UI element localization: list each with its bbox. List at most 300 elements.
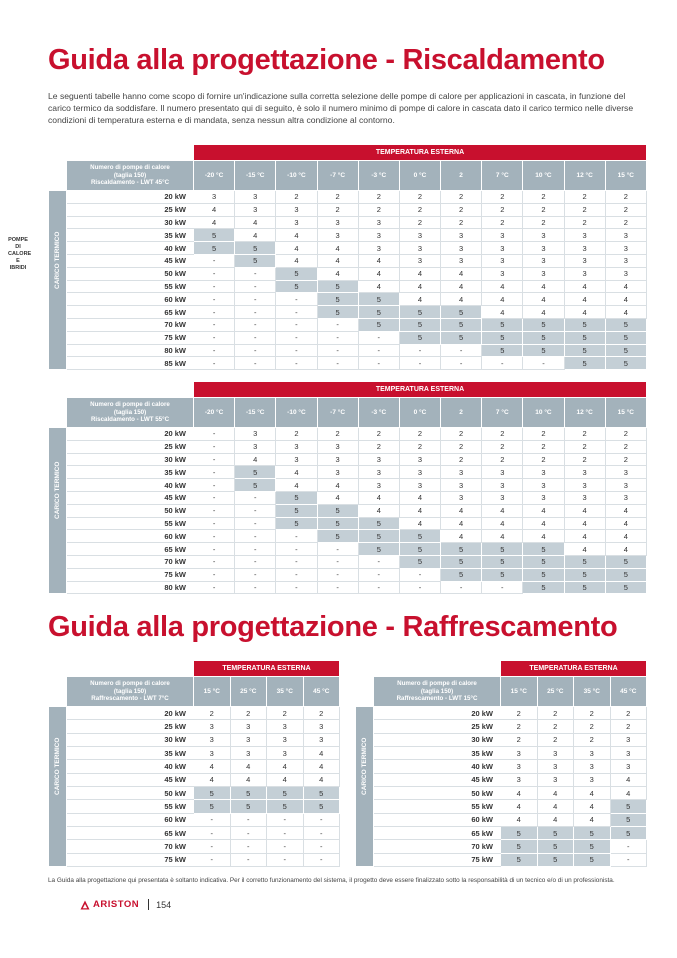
- load-cell: 35 kW: [67, 229, 194, 242]
- value-cell: 5: [276, 491, 317, 504]
- value-cell: 5: [303, 787, 340, 800]
- value-cell: 3: [501, 747, 538, 760]
- value-cell: 3: [317, 466, 358, 479]
- table-label: [374, 677, 501, 707]
- value-cell: -: [482, 357, 523, 370]
- table-row: [49, 344, 647, 357]
- load-cell: 75 kW: [67, 853, 194, 866]
- temperature-cell: 15 °C: [501, 677, 538, 707]
- table-label: [67, 398, 194, 428]
- temperature-cell: -7 °C: [317, 161, 358, 191]
- value-cell: 5: [276, 280, 317, 293]
- temperature-cell: 25 °C: [230, 677, 267, 707]
- value-cell: 4: [358, 504, 399, 517]
- temperature-cell: -20 °C: [194, 161, 235, 191]
- value-cell: 5: [303, 800, 340, 813]
- value-cell: -: [235, 267, 276, 280]
- value-cell: 2: [482, 203, 523, 216]
- value-cell: -: [303, 853, 340, 866]
- value-cell: 3: [235, 428, 276, 441]
- row-group-label: [49, 191, 67, 370]
- value-cell: 4: [482, 504, 523, 517]
- value-cell: 5: [605, 318, 646, 331]
- value-cell: 2: [523, 453, 564, 466]
- value-cell: 3: [523, 479, 564, 492]
- value-cell: 4: [523, 280, 564, 293]
- table-row: [49, 555, 647, 568]
- value-cell: 4: [276, 229, 317, 242]
- table-row: [49, 773, 340, 786]
- value-cell: -: [276, 331, 317, 344]
- load-cell: 25 kW: [67, 440, 194, 453]
- table-label-line: Raffrescamento - LWT 7°C: [91, 695, 169, 703]
- value-cell: 3: [605, 229, 646, 242]
- value-cell: 3: [358, 453, 399, 466]
- value-cell: 2: [399, 440, 440, 453]
- value-cell: 4: [194, 216, 235, 229]
- table-header-row: [49, 145, 647, 161]
- table-row: [356, 787, 647, 800]
- table-row: [49, 530, 647, 543]
- value-cell: -: [276, 357, 317, 370]
- value-cell: 4: [267, 773, 304, 786]
- load-cell: 50 kW: [67, 267, 194, 280]
- value-cell: 4: [358, 280, 399, 293]
- row-group-label: [49, 428, 67, 594]
- value-cell: 3: [399, 453, 440, 466]
- load-cell: 75 kW: [67, 568, 194, 581]
- value-cell: 4: [605, 306, 646, 319]
- value-cell: 2: [482, 216, 523, 229]
- value-cell: 5: [482, 331, 523, 344]
- value-cell: -: [303, 840, 340, 853]
- value-cell: 5: [276, 267, 317, 280]
- load-cell: 70 kW: [374, 840, 501, 853]
- temperature-row: [356, 677, 647, 707]
- value-cell: -: [276, 306, 317, 319]
- value-cell: 3: [399, 242, 440, 255]
- table-row: [356, 853, 647, 866]
- value-cell: 4: [235, 229, 276, 242]
- value-cell: 5: [523, 555, 564, 568]
- load-cell: 70 kW: [67, 840, 194, 853]
- table-row: [49, 543, 647, 556]
- temperature-header: TEMPERATURA ESTERNA: [194, 145, 647, 161]
- value-cell: 5: [605, 581, 646, 594]
- table-row: [356, 707, 647, 720]
- value-cell: 4: [399, 267, 440, 280]
- value-cell: 2: [564, 453, 605, 466]
- value-cell: 4: [441, 517, 482, 530]
- value-cell: 2: [482, 440, 523, 453]
- value-cell: -: [194, 254, 235, 267]
- value-cell: 2: [276, 191, 317, 204]
- table-row: [356, 747, 647, 760]
- table-row: [49, 787, 340, 800]
- value-cell: -: [194, 331, 235, 344]
- value-cell: 5: [317, 293, 358, 306]
- value-cell: 5: [230, 800, 267, 813]
- value-cell: -: [610, 840, 647, 853]
- value-cell: -: [317, 543, 358, 556]
- load-cell: 55 kW: [67, 517, 194, 530]
- table-label-line: Numero di pompe di calore: [90, 164, 170, 172]
- value-cell: 4: [317, 491, 358, 504]
- value-cell: 5: [523, 318, 564, 331]
- cooling-table-lwt7: [48, 660, 340, 867]
- value-cell: 5: [564, 568, 605, 581]
- value-cell: 4: [605, 280, 646, 293]
- temperature-cell: -20 °C: [194, 398, 235, 428]
- value-cell: 5: [235, 466, 276, 479]
- table-row: [49, 853, 340, 866]
- table-row: [49, 229, 647, 242]
- value-cell: -: [317, 357, 358, 370]
- value-cell: -: [276, 318, 317, 331]
- temperature-cell: -3 °C: [358, 398, 399, 428]
- value-cell: 4: [441, 293, 482, 306]
- brand-name: ARISTON: [93, 899, 140, 910]
- load-cell: 75 kW: [374, 853, 501, 866]
- value-cell: 4: [441, 530, 482, 543]
- value-cell: 2: [610, 720, 647, 733]
- value-cell: 2: [399, 428, 440, 441]
- value-cell: -: [276, 543, 317, 556]
- value-cell: 5: [194, 787, 231, 800]
- load-cell: 35 kW: [67, 747, 194, 760]
- value-cell: -: [276, 293, 317, 306]
- footer: [80, 899, 171, 910]
- value-cell: 5: [605, 344, 646, 357]
- value-cell: 2: [574, 720, 611, 733]
- value-cell: -: [441, 357, 482, 370]
- value-cell: 4: [564, 530, 605, 543]
- value-cell: 5: [574, 853, 611, 866]
- value-cell: 5: [441, 318, 482, 331]
- load-cell: 55 kW: [67, 800, 194, 813]
- value-cell: -: [358, 344, 399, 357]
- value-cell: 2: [537, 733, 574, 746]
- value-cell: 3: [399, 254, 440, 267]
- value-cell: -: [276, 555, 317, 568]
- value-cell: -: [317, 581, 358, 594]
- value-cell: 2: [358, 440, 399, 453]
- temperature-cell: 7 °C: [482, 398, 523, 428]
- table-row: [49, 813, 340, 826]
- row-group-label-text: CARICO TERMICO: [361, 737, 368, 796]
- value-cell: 5: [267, 787, 304, 800]
- empty-cell: [374, 661, 501, 677]
- value-cell: 4: [523, 293, 564, 306]
- temperature-cell: 35 °C: [267, 677, 304, 707]
- temperature-cell: 15 °C: [605, 398, 646, 428]
- value-cell: -: [235, 555, 276, 568]
- value-cell: -: [358, 331, 399, 344]
- value-cell: 2: [574, 707, 611, 720]
- value-cell: 5: [564, 555, 605, 568]
- table-label-line: (taglia 150): [113, 408, 147, 416]
- value-cell: -: [230, 840, 267, 853]
- value-cell: 2: [303, 707, 340, 720]
- value-cell: 3: [441, 254, 482, 267]
- value-cell: 3: [610, 760, 647, 773]
- value-cell: 3: [267, 733, 304, 746]
- value-cell: 3: [276, 440, 317, 453]
- temperature-cell: 7 °C: [482, 161, 523, 191]
- value-cell: 2: [605, 216, 646, 229]
- value-cell: 3: [441, 229, 482, 242]
- value-cell: -: [482, 581, 523, 594]
- value-cell: 5: [523, 543, 564, 556]
- value-cell: -: [235, 318, 276, 331]
- temperature-cell: -7 °C: [317, 398, 358, 428]
- value-cell: 3: [317, 440, 358, 453]
- load-cell: 40 kW: [67, 760, 194, 773]
- value-cell: -: [235, 306, 276, 319]
- value-cell: 2: [267, 707, 304, 720]
- value-cell: 2: [523, 191, 564, 204]
- table-row: [49, 453, 647, 466]
- empty-cell: [49, 145, 67, 161]
- load-cell: 20 kW: [67, 428, 194, 441]
- value-cell: 5: [235, 242, 276, 255]
- temperature-cell: -15 °C: [235, 161, 276, 191]
- value-cell: 5: [564, 344, 605, 357]
- load-cell: 50 kW: [374, 787, 501, 800]
- value-cell: 4: [276, 254, 317, 267]
- value-cell: 2: [564, 216, 605, 229]
- value-cell: 3: [276, 203, 317, 216]
- temperature-row: [49, 677, 340, 707]
- value-cell: 3: [358, 229, 399, 242]
- load-cell: 75 kW: [67, 331, 194, 344]
- value-cell: 5: [501, 827, 538, 840]
- value-cell: 4: [523, 517, 564, 530]
- value-cell: 2: [441, 453, 482, 466]
- value-cell: 4: [267, 760, 304, 773]
- table-row: [49, 720, 340, 733]
- value-cell: 4: [482, 293, 523, 306]
- table-row: [49, 707, 340, 720]
- value-cell: 3: [358, 479, 399, 492]
- table-label: [67, 161, 194, 191]
- table-row: [356, 720, 647, 733]
- value-cell: -: [235, 517, 276, 530]
- value-cell: -: [194, 318, 235, 331]
- value-cell: -: [399, 357, 440, 370]
- value-cell: 3: [610, 747, 647, 760]
- value-cell: 2: [605, 428, 646, 441]
- value-cell: 2: [194, 707, 231, 720]
- table-row: [356, 840, 647, 853]
- value-cell: 5: [610, 813, 647, 826]
- empty-cell: [67, 661, 194, 677]
- value-cell: 4: [317, 242, 358, 255]
- load-cell: 60 kW: [67, 813, 194, 826]
- load-cell: 60 kW: [67, 293, 194, 306]
- value-cell: -: [194, 466, 235, 479]
- load-cell: 70 kW: [67, 318, 194, 331]
- value-cell: 4: [574, 787, 611, 800]
- heating-table-lwt55: [48, 381, 647, 594]
- value-cell: -: [194, 555, 235, 568]
- value-cell: -: [194, 530, 235, 543]
- value-cell: -: [194, 543, 235, 556]
- temperature-row: [49, 161, 647, 191]
- table-label-line: Riscaldamento - LWT 45°C: [90, 179, 170, 187]
- value-cell: 4: [564, 504, 605, 517]
- load-cell: 70 kW: [67, 555, 194, 568]
- temperature-header: TEMPERATURA ESTERNA: [194, 382, 647, 398]
- row-group-label-text: CARICO TERMICO: [54, 737, 61, 796]
- value-cell: 5: [537, 840, 574, 853]
- value-cell: 3: [501, 760, 538, 773]
- load-cell: 40 kW: [374, 760, 501, 773]
- value-cell: 2: [441, 440, 482, 453]
- value-cell: 5: [441, 543, 482, 556]
- value-cell: 5: [482, 555, 523, 568]
- value-cell: -: [276, 568, 317, 581]
- temperature-cell: 2: [441, 398, 482, 428]
- value-cell: 3: [574, 773, 611, 786]
- value-cell: -: [235, 293, 276, 306]
- value-cell: 3: [523, 229, 564, 242]
- table-label-line: (taglia 150): [420, 687, 454, 695]
- value-cell: 4: [317, 267, 358, 280]
- load-cell: 30 kW: [67, 453, 194, 466]
- value-cell: 3: [230, 733, 267, 746]
- value-cell: -: [235, 491, 276, 504]
- value-cell: 3: [501, 773, 538, 786]
- value-cell: 3: [358, 466, 399, 479]
- value-cell: 5: [399, 555, 440, 568]
- value-cell: 4: [523, 530, 564, 543]
- value-cell: 3: [564, 491, 605, 504]
- value-cell: -: [235, 568, 276, 581]
- value-cell: 3: [482, 466, 523, 479]
- value-cell: 5: [482, 344, 523, 357]
- table-row: [49, 517, 647, 530]
- value-cell: 4: [399, 293, 440, 306]
- load-cell: 40 kW: [67, 479, 194, 492]
- value-cell: 5: [358, 530, 399, 543]
- value-cell: 4: [482, 280, 523, 293]
- load-cell: 65 kW: [374, 827, 501, 840]
- value-cell: 3: [482, 254, 523, 267]
- value-cell: 4: [317, 479, 358, 492]
- value-cell: 2: [482, 453, 523, 466]
- table-row: [49, 800, 340, 813]
- value-cell: -: [235, 543, 276, 556]
- value-cell: 3: [194, 191, 235, 204]
- row-group-label-text: CARICO TERMICO: [54, 231, 61, 289]
- value-cell: 5: [605, 555, 646, 568]
- table-row: [49, 568, 647, 581]
- temperature-cell: -10 °C: [276, 398, 317, 428]
- value-cell: -: [235, 331, 276, 344]
- table-row: [49, 827, 340, 840]
- temperature-header: TEMPERATURA ESTERNA: [501, 661, 647, 677]
- heating-title: Guida alla progettazione - Riscaldamento: [48, 44, 605, 76]
- value-cell: 3: [317, 453, 358, 466]
- value-cell: 5: [399, 530, 440, 543]
- value-cell: 5: [399, 543, 440, 556]
- heating-table-lwt45: [48, 144, 647, 370]
- value-cell: -: [194, 840, 231, 853]
- load-cell: 50 kW: [67, 787, 194, 800]
- value-cell: 4: [399, 280, 440, 293]
- value-cell: 4: [399, 504, 440, 517]
- temperature-header: TEMPERATURA ESTERNA: [194, 661, 340, 677]
- value-cell: 3: [303, 720, 340, 733]
- value-cell: -: [358, 581, 399, 594]
- load-cell: 45 kW: [67, 254, 194, 267]
- value-cell: 3: [523, 242, 564, 255]
- table-row: [49, 318, 647, 331]
- value-cell: 5: [537, 853, 574, 866]
- value-cell: -: [317, 318, 358, 331]
- load-cell: 45 kW: [67, 491, 194, 504]
- value-cell: 5: [317, 306, 358, 319]
- value-cell: -: [194, 504, 235, 517]
- value-cell: 4: [501, 787, 538, 800]
- value-cell: -: [610, 853, 647, 866]
- value-cell: 5: [523, 568, 564, 581]
- value-cell: -: [523, 357, 564, 370]
- table-label-line: Raffrescamento - LWT 15°C: [396, 695, 478, 703]
- value-cell: 2: [482, 428, 523, 441]
- value-cell: 5: [276, 504, 317, 517]
- empty-cell: [356, 661, 374, 677]
- value-cell: 3: [482, 229, 523, 242]
- value-cell: -: [230, 853, 267, 866]
- cooling-table-lwt15: [355, 660, 647, 867]
- value-cell: 3: [564, 254, 605, 267]
- table-row: [49, 428, 647, 441]
- value-cell: 4: [501, 800, 538, 813]
- load-cell: 20 kW: [67, 707, 194, 720]
- value-cell: 3: [399, 466, 440, 479]
- value-cell: 3: [605, 466, 646, 479]
- value-cell: 4: [605, 543, 646, 556]
- value-cell: 3: [564, 479, 605, 492]
- value-cell: 5: [441, 331, 482, 344]
- value-cell: 2: [317, 191, 358, 204]
- value-cell: 4: [303, 773, 340, 786]
- value-cell: 5: [358, 517, 399, 530]
- value-cell: 2: [317, 203, 358, 216]
- value-cell: 3: [399, 479, 440, 492]
- load-cell: 40 kW: [67, 242, 194, 255]
- table-row: [49, 733, 340, 746]
- value-cell: 3: [276, 453, 317, 466]
- load-cell: 45 kW: [67, 773, 194, 786]
- value-cell: -: [235, 344, 276, 357]
- table-row: [49, 203, 647, 216]
- table-row: [49, 357, 647, 370]
- load-cell: 30 kW: [374, 733, 501, 746]
- value-cell: 5: [276, 517, 317, 530]
- value-cell: 3: [523, 254, 564, 267]
- table-label-line: (taglia 150): [113, 171, 147, 179]
- value-cell: 2: [358, 191, 399, 204]
- table-header-row: [356, 661, 647, 677]
- value-cell: -: [235, 581, 276, 594]
- value-cell: 5: [523, 344, 564, 357]
- load-cell: 85 kW: [67, 357, 194, 370]
- load-cell: 65 kW: [67, 543, 194, 556]
- value-cell: 2: [501, 720, 538, 733]
